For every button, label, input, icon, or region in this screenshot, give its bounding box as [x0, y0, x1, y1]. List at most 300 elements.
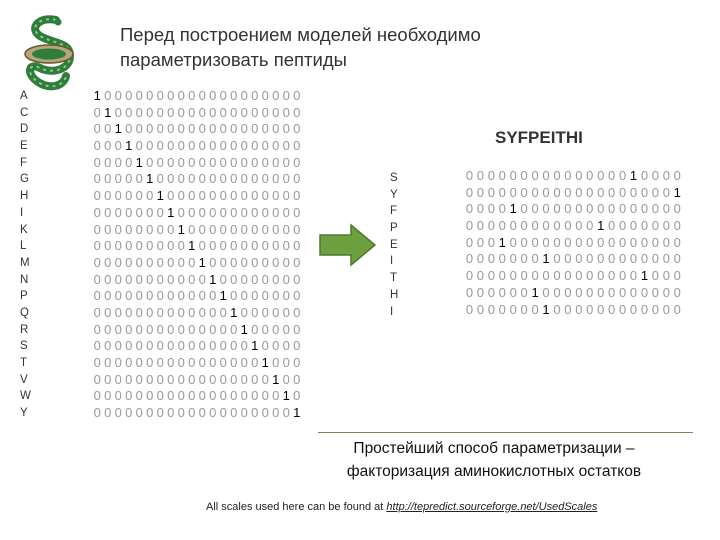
- matrix-cell: 0: [476, 284, 485, 300]
- matrix-cell: 1: [167, 204, 175, 220]
- matrix-cell: 0: [498, 168, 506, 183]
- matrix-cell: 0: [629, 251, 638, 267]
- matrix-cell: 0: [104, 238, 112, 254]
- matrix-cell: 0: [608, 218, 616, 234]
- matrix-cell: 0: [93, 355, 101, 370]
- matrix-cell: 0: [240, 221, 248, 237]
- matrix-cell: 0: [177, 371, 185, 387]
- matrix-cell: 0: [177, 321, 185, 337]
- matrix-cell: 0: [167, 338, 175, 354]
- matrix-cell: 0: [487, 234, 495, 250]
- matrix-cell: 0: [135, 355, 143, 370]
- matrix-cell: 0: [520, 168, 528, 183]
- matrix-cell: 0: [209, 388, 217, 404]
- matrix-cell: 0: [251, 121, 259, 137]
- matrix-cell: 0: [177, 171, 185, 187]
- matrix-cell: 0: [282, 121, 290, 137]
- matrix-cell: 0: [542, 268, 550, 284]
- matrix-cell: 0: [476, 251, 485, 267]
- matrix-cell: 0: [564, 168, 572, 183]
- matrix-cell: 0: [586, 184, 594, 200]
- matrix-cell: 0: [251, 221, 259, 237]
- matrix-cell: 0: [564, 234, 572, 250]
- matrix-cell: 0: [272, 204, 280, 220]
- matrix-cell: 1: [282, 388, 290, 404]
- caption-line-2: факторизация аминокислотных остатков: [346, 463, 642, 480]
- matrix-cell: 0: [251, 171, 259, 187]
- footer-note: [206, 501, 597, 513]
- peptide-matrix-row: [464, 268, 683, 285]
- matrix-cell: 0: [93, 321, 101, 337]
- matrix-cell: 0: [465, 301, 474, 317]
- matrix-cell: 0: [209, 171, 217, 187]
- matrix-cell: 1: [188, 238, 196, 254]
- amino-acid-letter: K: [20, 223, 28, 236]
- matrix-cell: 0: [251, 104, 259, 120]
- matrix-cell: 0: [498, 251, 506, 267]
- amino-acid-letter: L: [20, 240, 27, 253]
- matrix-cell: 0: [293, 304, 301, 320]
- matrix-cell: 0: [272, 138, 280, 154]
- matrix-cell: 0: [177, 238, 185, 254]
- identity-matrix-row: [92, 288, 302, 305]
- matrix-cell: 0: [240, 204, 248, 220]
- matrix-cell: 0: [93, 271, 101, 287]
- matrix-cell: 0: [498, 301, 506, 317]
- matrix-cell: 0: [542, 284, 550, 300]
- matrix-cell: 0: [230, 104, 238, 120]
- matrix-cell: 0: [156, 104, 164, 120]
- matrix-cell: 0: [498, 218, 506, 234]
- matrix-cell: 0: [251, 238, 259, 254]
- matrix-cell: 0: [293, 371, 301, 387]
- matrix-cell: 0: [114, 238, 122, 254]
- matrix-cell: 0: [553, 284, 561, 300]
- matrix-cell: 0: [476, 168, 485, 183]
- matrix-cell: 1: [156, 188, 164, 204]
- amino-acid-letter: N: [20, 273, 29, 286]
- matrix-cell: 0: [156, 355, 164, 370]
- matrix-cell: 0: [282, 138, 290, 154]
- matrix-cell: 0: [629, 268, 638, 284]
- matrix-cell: 0: [167, 304, 175, 320]
- matrix-cell: 0: [177, 154, 185, 170]
- matrix-cell: 0: [188, 271, 196, 287]
- amino-acid-letter: Y: [20, 407, 28, 420]
- matrix-cell: 0: [219, 254, 227, 270]
- matrix-cell: 0: [498, 284, 506, 300]
- matrix-cell: 0: [509, 184, 517, 200]
- identity-matrix: [92, 88, 302, 422]
- matrix-cell: 0: [261, 138, 269, 154]
- matrix-cell: 0: [188, 154, 196, 170]
- matrix-cell: 0: [209, 221, 217, 237]
- identity-matrix-row: [92, 88, 302, 105]
- matrix-cell: 0: [293, 171, 301, 187]
- matrix-cell: 0: [209, 188, 217, 204]
- matrix-cell: 0: [487, 201, 495, 217]
- matrix-cell: 0: [167, 388, 175, 404]
- caption-line-1: Простейший способ параметризации –: [353, 440, 635, 457]
- matrix-cell: 0: [125, 338, 133, 354]
- matrix-cell: 0: [104, 388, 112, 404]
- matrix-cell: 0: [282, 171, 290, 187]
- matrix-cell: 0: [553, 268, 561, 284]
- matrix-cell: 0: [487, 184, 495, 200]
- matrix-cell: 0: [104, 271, 112, 287]
- matrix-cell: 0: [219, 355, 227, 370]
- matrix-cell: 0: [167, 121, 175, 137]
- matrix-cell: 0: [651, 234, 660, 250]
- matrix-cell: 0: [251, 388, 259, 404]
- matrix-cell: 0: [564, 201, 572, 217]
- matrix-cell: 0: [272, 388, 280, 404]
- matrix-cell: 0: [135, 238, 143, 254]
- matrix-cell: 0: [93, 138, 101, 154]
- matrix-cell: 0: [640, 251, 649, 267]
- matrix-cell: 0: [188, 388, 196, 404]
- matrix-cell: 0: [104, 254, 112, 270]
- matrix-cell: 0: [597, 301, 605, 317]
- peptide-encoding-matrix: [464, 168, 683, 318]
- matrix-cell: 0: [125, 104, 133, 120]
- peptide-matrix-row: [464, 218, 683, 235]
- matrix-cell: 0: [93, 204, 101, 220]
- matrix-cell: 0: [251, 304, 259, 320]
- matrix-cell: 0: [282, 221, 290, 237]
- matrix-cell: 0: [146, 288, 154, 304]
- matrix-cell: 0: [575, 251, 583, 267]
- matrix-cell: 0: [564, 284, 572, 300]
- matrix-cell: 0: [618, 168, 627, 183]
- matrix-cell: 1: [597, 218, 605, 234]
- matrix-cell: 1: [219, 288, 227, 304]
- matrix-cell: 0: [293, 321, 301, 337]
- matrix-cell: 0: [209, 121, 217, 137]
- matrix-cell: 0: [188, 171, 196, 187]
- matrix-cell: 0: [293, 88, 301, 103]
- matrix-cell: 0: [640, 301, 649, 317]
- matrix-cell: 0: [282, 355, 290, 370]
- matrix-cell: 0: [261, 321, 269, 337]
- matrix-cell: 0: [586, 284, 594, 300]
- matrix-cell: 0: [209, 321, 217, 337]
- matrix-cell: 0: [156, 138, 164, 154]
- matrix-cell: 0: [104, 121, 112, 137]
- matrix-cell: 0: [608, 268, 616, 284]
- matrix-cell: 0: [293, 204, 301, 220]
- identity-matrix-row: [92, 155, 302, 172]
- matrix-cell: 0: [146, 238, 154, 254]
- matrix-cell: 1: [251, 338, 259, 354]
- matrix-cell: 0: [465, 268, 474, 284]
- matrix-cell: 0: [240, 171, 248, 187]
- matrix-cell: 0: [662, 251, 670, 267]
- matrix-cell: 0: [230, 138, 238, 154]
- matrix-cell: 0: [673, 284, 681, 300]
- matrix-cell: 0: [520, 301, 528, 317]
- matrix-cell: 0: [198, 221, 206, 237]
- amino-acid-letter: T: [20, 357, 28, 369]
- peptide-sequence-title: SYFPEITHI: [495, 128, 583, 147]
- matrix-cell: 0: [230, 388, 238, 404]
- matrix-cell: 0: [564, 184, 572, 200]
- matrix-cell: 0: [597, 201, 605, 217]
- matrix-cell: 0: [608, 234, 616, 250]
- matrix-cell: 0: [272, 121, 280, 137]
- matrix-cell: 0: [251, 138, 259, 154]
- matrix-cell: 0: [114, 304, 122, 320]
- matrix-cell: 0: [272, 405, 280, 421]
- matrix-cell: 0: [177, 188, 185, 204]
- matrix-cell: 0: [261, 121, 269, 137]
- matrix-cell: 0: [219, 321, 227, 337]
- matrix-cell: 0: [219, 171, 227, 187]
- matrix-cell: 0: [156, 121, 164, 137]
- matrix-cell: 0: [509, 284, 517, 300]
- matrix-cell: 0: [188, 254, 196, 270]
- identity-matrix-row: [92, 171, 302, 188]
- matrix-cell: 0: [230, 88, 238, 103]
- matrix-cell: 0: [261, 221, 269, 237]
- matrix-cell: 0: [219, 338, 227, 354]
- peptide-matrix-row: [464, 201, 683, 218]
- matrix-cell: 0: [282, 104, 290, 120]
- matrix-cell: 0: [251, 355, 259, 370]
- matrix-cell: 0: [608, 201, 616, 217]
- matrix-cell: 0: [114, 321, 122, 337]
- matrix-cell: 0: [93, 154, 101, 170]
- matrix-cell: 0: [198, 121, 206, 137]
- matrix-cell: 0: [293, 104, 301, 120]
- matrix-cell: 0: [188, 121, 196, 137]
- matrix-cell: 0: [230, 405, 238, 421]
- matrix-cell: 0: [272, 271, 280, 287]
- matrix-cell: 0: [629, 234, 638, 250]
- matrix-cell: 0: [135, 371, 143, 387]
- matrix-cell: 0: [618, 251, 627, 267]
- matrix-cell: 0: [135, 321, 143, 337]
- matrix-cell: 0: [293, 355, 301, 370]
- matrix-cell: 0: [608, 184, 616, 200]
- right-arrow-icon: [318, 222, 378, 268]
- matrix-cell: 0: [93, 104, 101, 120]
- matrix-cell: 0: [146, 254, 154, 270]
- matrix-cell: 0: [651, 301, 660, 317]
- matrix-cell: 0: [156, 288, 164, 304]
- matrix-cell: 0: [177, 388, 185, 404]
- matrix-cell: 0: [177, 271, 185, 287]
- matrix-cell: 0: [125, 188, 133, 204]
- matrix-cell: 0: [125, 371, 133, 387]
- matrix-cell: 0: [135, 338, 143, 354]
- matrix-cell: 0: [198, 238, 206, 254]
- matrix-cell: 0: [282, 321, 290, 337]
- matrix-cell: 0: [476, 218, 485, 234]
- matrix-cell: 0: [629, 184, 638, 200]
- matrix-cell: 0: [498, 184, 506, 200]
- identity-matrix-row: [92, 255, 302, 272]
- peptide-matrix-row: [464, 168, 683, 185]
- matrix-cell: 0: [167, 288, 175, 304]
- matrix-cell: 0: [282, 271, 290, 287]
- matrix-cell: 0: [673, 168, 681, 183]
- matrix-cell: 0: [282, 254, 290, 270]
- matrix-cell: 0: [104, 321, 112, 337]
- matrix-cell: 0: [487, 251, 495, 267]
- matrix-cell: 0: [114, 104, 122, 120]
- matrix-cell: 0: [188, 371, 196, 387]
- matrix-cell: 0: [261, 88, 269, 103]
- amino-acid-letter: R: [20, 323, 29, 336]
- matrix-cell: 0: [188, 405, 196, 421]
- matrix-cell: 0: [114, 388, 122, 404]
- matrix-cell: 0: [230, 288, 238, 304]
- matrix-cell: 0: [135, 204, 143, 220]
- matrix-cell: 0: [114, 288, 122, 304]
- matrix-cell: 0: [261, 288, 269, 304]
- matrix-cell: 0: [272, 254, 280, 270]
- matrix-cell: 0: [498, 268, 506, 284]
- matrix-cell: 0: [135, 88, 143, 103]
- matrix-cell: 0: [125, 271, 133, 287]
- matrix-cell: 0: [198, 88, 206, 103]
- matrix-cell: 0: [146, 188, 154, 204]
- matrix-cell: 0: [167, 321, 175, 337]
- matrix-cell: 0: [219, 88, 227, 103]
- matrix-cell: 0: [114, 355, 122, 370]
- matrix-cell: 0: [114, 221, 122, 237]
- matrix-cell: 0: [230, 204, 238, 220]
- matrix-cell: 0: [177, 88, 185, 103]
- matrix-cell: 0: [640, 218, 649, 234]
- identity-matrix-row: [92, 121, 302, 138]
- matrix-cell: 0: [597, 268, 605, 284]
- amino-acid-letter: V: [20, 373, 28, 386]
- matrix-cell: 0: [188, 188, 196, 204]
- matrix-cell: 0: [135, 304, 143, 320]
- peptide-letter: I: [390, 305, 394, 318]
- matrix-cell: 0: [465, 218, 474, 234]
- title-line-1: Перед построением моделей необходимо: [120, 24, 481, 45]
- amino-acid-letter: H: [20, 190, 29, 203]
- matrix-cell: 0: [104, 338, 112, 354]
- matrix-cell: 0: [282, 304, 290, 320]
- matrix-cell: 0: [125, 221, 133, 237]
- matrix-cell: 0: [272, 188, 280, 204]
- matrix-cell: 0: [156, 221, 164, 237]
- matrix-cell: 0: [618, 284, 627, 300]
- matrix-cell: 0: [188, 104, 196, 120]
- matrix-cell: 0: [608, 251, 616, 267]
- matrix-cell: 0: [272, 288, 280, 304]
- matrix-cell: 0: [662, 218, 670, 234]
- amino-acid-letter: G: [20, 173, 29, 186]
- matrix-cell: 0: [104, 304, 112, 320]
- matrix-cell: 1: [673, 184, 681, 200]
- matrix-cell: 0: [167, 154, 175, 170]
- matrix-cell: 0: [487, 218, 495, 234]
- matrix-cell: 0: [209, 104, 217, 120]
- matrix-cell: 0: [240, 104, 248, 120]
- matrix-cell: 0: [209, 338, 217, 354]
- divider-line: [318, 432, 693, 433]
- amino-acid-letters: [20, 88, 31, 422]
- matrix-cell: 0: [104, 171, 112, 187]
- matrix-cell: 0: [146, 405, 154, 421]
- matrix-cell: 0: [114, 338, 122, 354]
- matrix-cell: 0: [586, 201, 594, 217]
- matrix-cell: 0: [597, 168, 605, 183]
- matrix-cell: 0: [542, 184, 550, 200]
- matrix-cell: 0: [198, 104, 206, 120]
- matrix-cell: 0: [230, 221, 238, 237]
- identity-matrix-row: [92, 222, 302, 239]
- matrix-cell: 0: [553, 234, 561, 250]
- matrix-cell: 0: [293, 138, 301, 154]
- matrix-cell: 0: [156, 204, 164, 220]
- matrix-cell: 0: [146, 371, 154, 387]
- matrix-cell: 0: [293, 154, 301, 170]
- matrix-cell: 0: [586, 301, 594, 317]
- matrix-cell: 0: [240, 138, 248, 154]
- matrix-cell: 0: [240, 338, 248, 354]
- matrix-cell: 0: [146, 204, 154, 220]
- matrix-cell: 1: [146, 171, 154, 187]
- matrix-cell: 0: [240, 154, 248, 170]
- matrix-cell: 0: [498, 201, 506, 217]
- identity-matrix-row: [92, 322, 302, 339]
- identity-matrix-row: [92, 105, 302, 122]
- matrix-cell: 0: [261, 371, 269, 387]
- matrix-cell: 0: [104, 204, 112, 220]
- matrix-cell: 0: [104, 88, 112, 103]
- identity-matrix-row: [92, 405, 302, 422]
- matrix-cell: 0: [146, 304, 154, 320]
- matrix-cell: 0: [272, 304, 280, 320]
- matrix-cell: 0: [575, 201, 583, 217]
- peptide-letter: F: [390, 205, 398, 218]
- matrix-cell: 0: [93, 288, 101, 304]
- matrix-cell: 0: [177, 304, 185, 320]
- matrix-cell: 0: [188, 338, 196, 354]
- matrix-cell: 0: [198, 388, 206, 404]
- matrix-cell: 0: [251, 254, 259, 270]
- matrix-cell: 0: [135, 171, 143, 187]
- matrix-cell: 0: [575, 218, 583, 234]
- matrix-cell: 0: [135, 121, 143, 137]
- matrix-cell: 0: [575, 168, 583, 183]
- matrix-cell: 0: [673, 234, 681, 250]
- matrix-cell: 0: [146, 154, 154, 170]
- matrix-cell: 0: [531, 268, 539, 284]
- matrix-cell: 0: [156, 154, 164, 170]
- matrix-cell: 0: [167, 405, 175, 421]
- matrix-cell: 0: [618, 201, 627, 217]
- matrix-cell: 0: [564, 251, 572, 267]
- matrix-cell: 1: [198, 254, 206, 270]
- matrix-cell: 0: [251, 271, 259, 287]
- matrix-cell: 0: [597, 234, 605, 250]
- matrix-cell: 0: [156, 371, 164, 387]
- matrix-cell: 0: [156, 171, 164, 187]
- matrix-cell: 0: [146, 104, 154, 120]
- scales-link[interactable]: http://tepredict.sourceforge.net/UsedScales: [386, 501, 598, 513]
- matrix-cell: 0: [135, 254, 143, 270]
- matrix-cell: 0: [240, 371, 248, 387]
- matrix-cell: 0: [651, 168, 660, 183]
- matrix-cell: 0: [662, 284, 670, 300]
